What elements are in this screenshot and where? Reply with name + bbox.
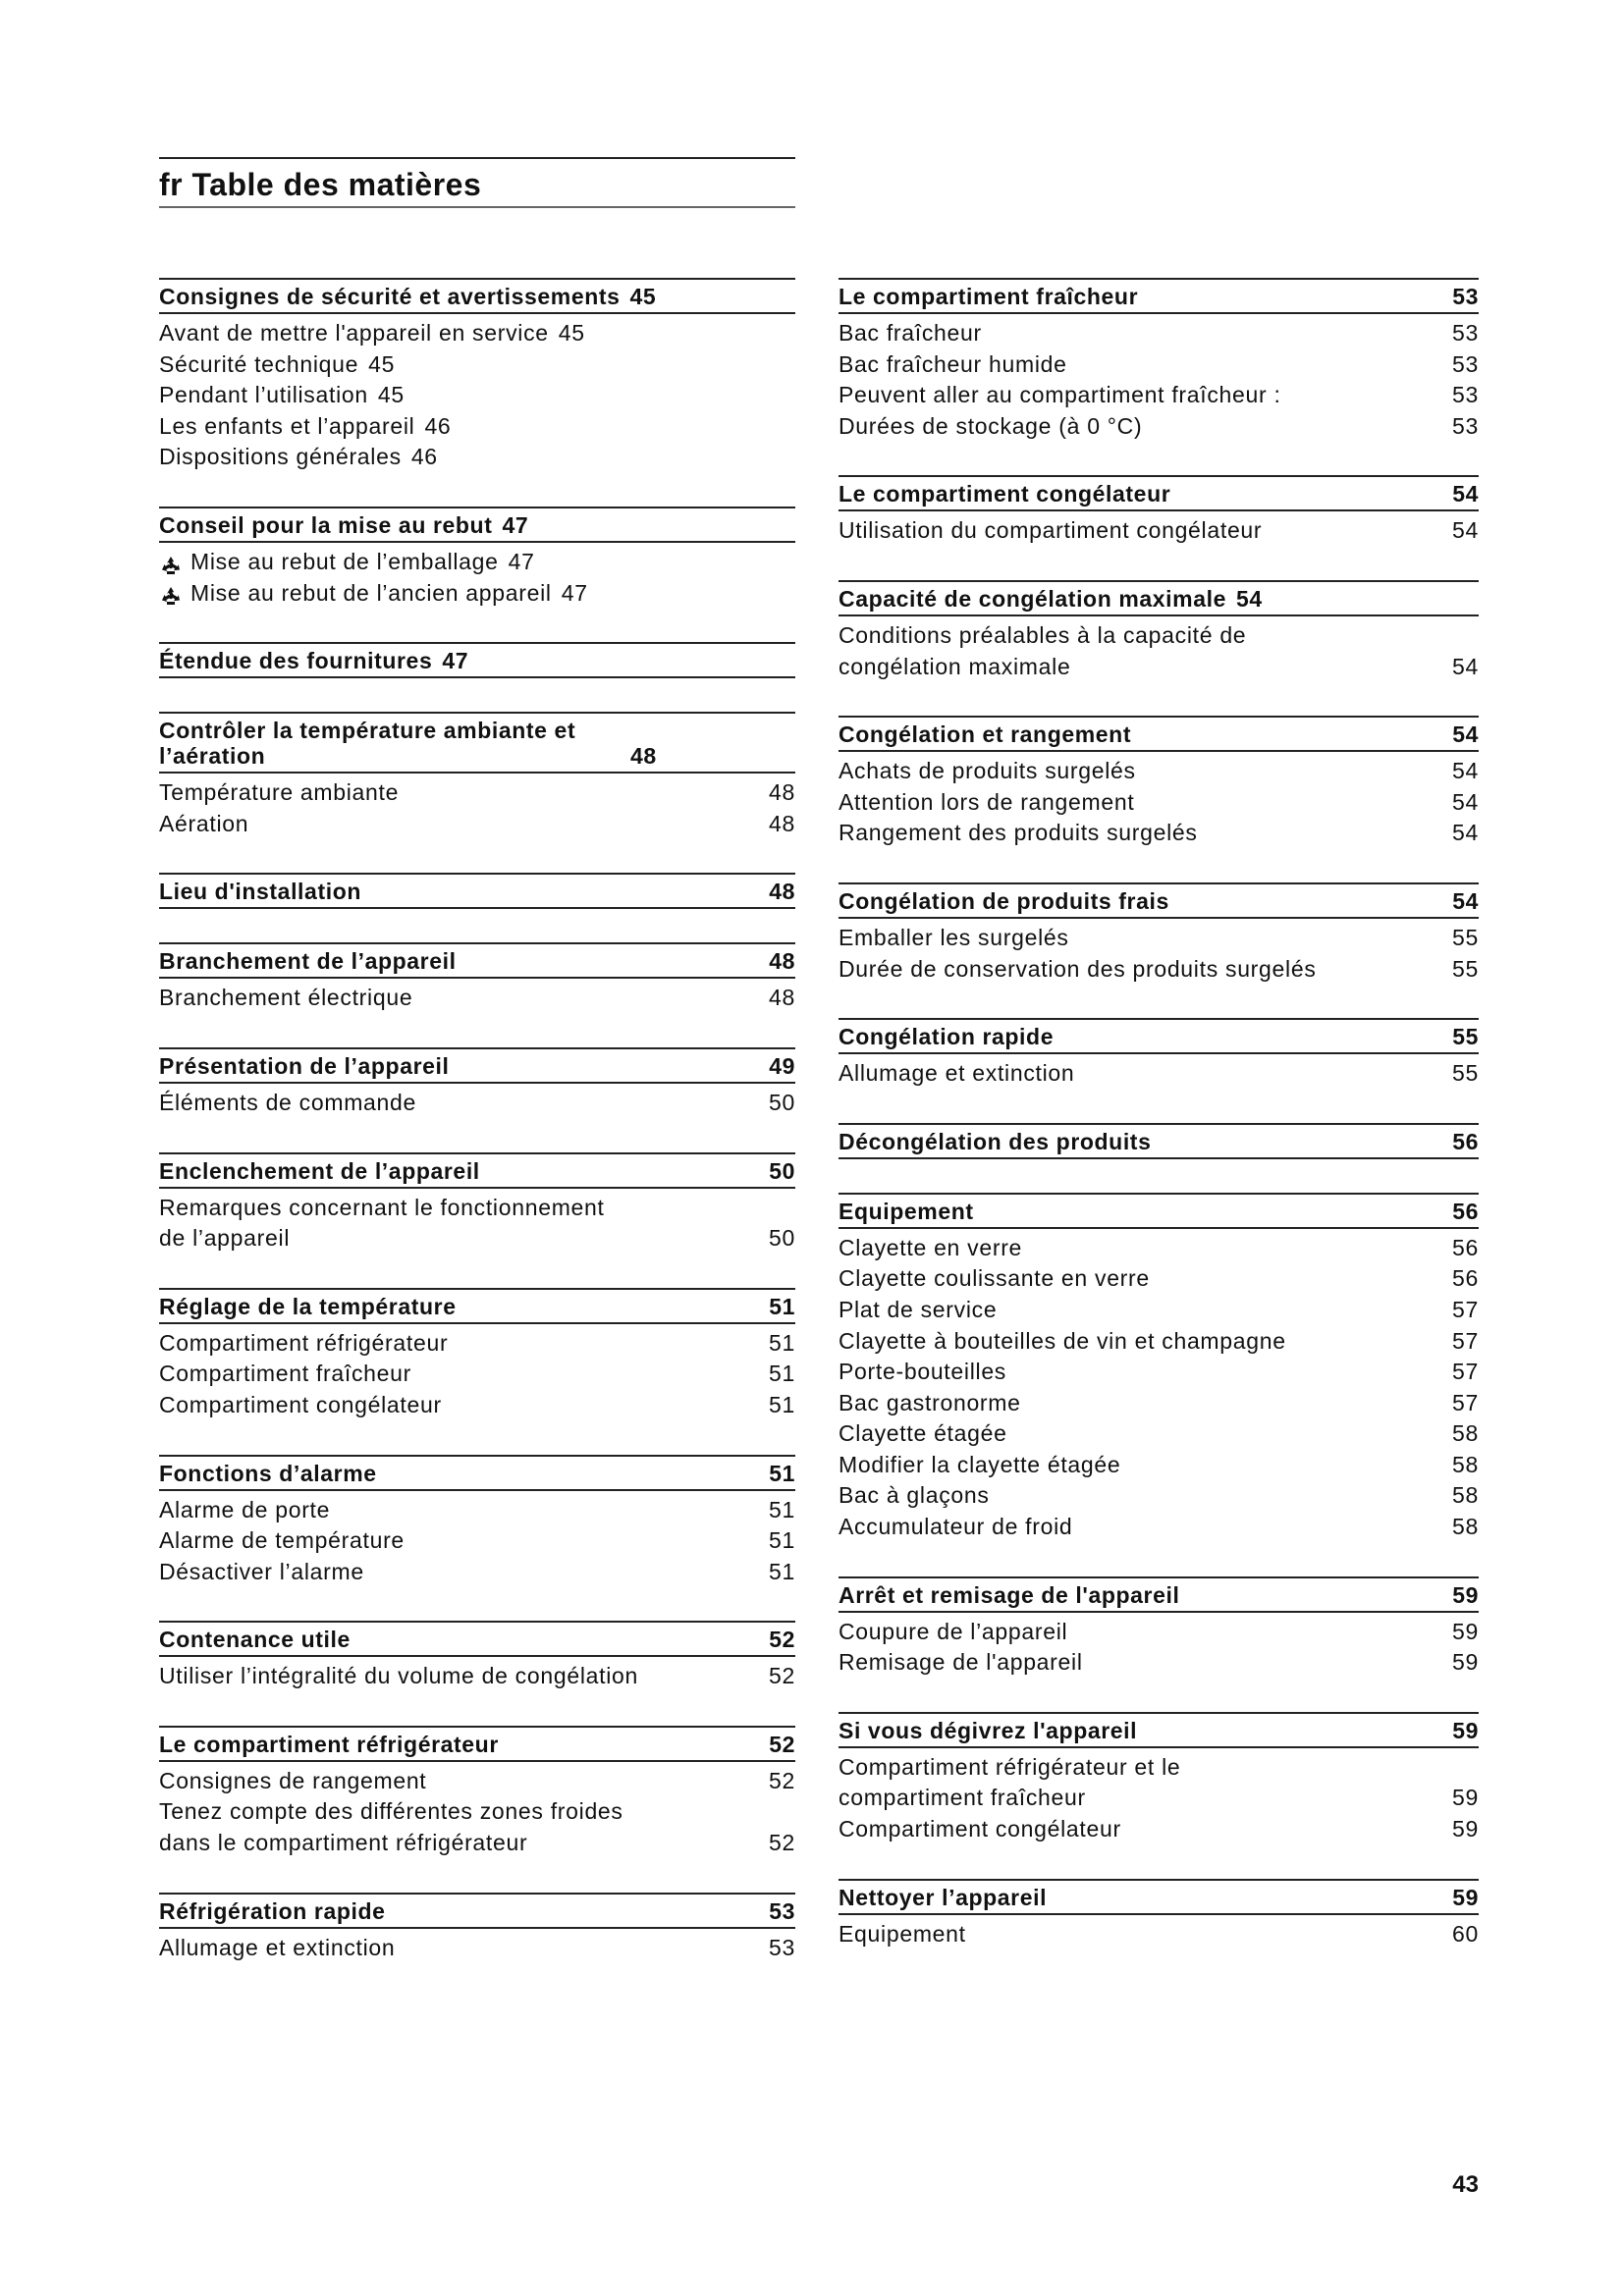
toc-section-heading[interactable] [159,1288,795,1324]
entry-page: 51 [769,1329,795,1356]
section-title: Consignes de sécurité et avertissements [159,284,621,309]
entry-text: Remarques concernant le fonctionnement [159,1194,605,1220]
toc-title-block [159,157,795,208]
section-title: Étendue des fournitures [159,648,433,674]
entry-text: Accumulateur de froid [839,1514,1073,1540]
entry-text: congélation maximale [839,653,1071,679]
entry-page: 45 [377,382,405,408]
toc-section-heading[interactable] [839,1018,1479,1054]
entry-page: 52 [769,1767,795,1793]
entry-page: 59 [1452,1785,1479,1811]
entry-text: Allumage et extinction [839,1060,1075,1087]
toc-column-right [839,278,1479,1983]
toc-entry[interactable] [159,1223,795,1255]
toc-entry[interactable] [159,1495,795,1526]
toc-entry[interactable] [159,1661,795,1692]
toc-section-heading[interactable] [159,942,795,979]
entry-text: Porte-bouteilles [839,1359,1007,1385]
page-title: fr Table des matières [159,167,482,202]
toc-entry[interactable] [159,1525,795,1557]
entry-text: Compartiment congélateur [839,1816,1121,1842]
section-page: 59 [1452,1884,1479,1910]
entry-page: 51 [769,1361,795,1387]
toc-entry[interactable] [839,1814,1479,1845]
entry-page: 46 [424,412,452,439]
toc-entry[interactable] [839,1295,1479,1326]
entry-page: 51 [769,1558,795,1584]
section-page: 53 [1452,284,1479,309]
entry-page: 46 [410,444,438,470]
entry-page: 53 [1452,350,1479,377]
entry-page: 53 [1452,412,1479,439]
section-page: 54 [1452,481,1479,507]
section-page: 48 [769,948,795,975]
toc-entry[interactable] [159,1359,795,1390]
entry-text: Plat de service [839,1296,998,1322]
toc-entry[interactable] [839,380,1479,411]
toc-entry[interactable] [159,442,795,473]
entry-page: 54 [1452,820,1479,846]
entry-page: 48 [769,779,795,806]
entry-text: Désactiver l’alarme [159,1558,364,1584]
entry-page: 58 [1452,1451,1479,1477]
section-page: 45 [629,284,657,309]
toc-entry[interactable] [839,1263,1479,1295]
toc-entry[interactable] [839,818,1479,849]
entry-page: 59 [1452,1816,1479,1842]
entry-page: 57 [1452,1359,1479,1385]
entry-page: 52 [769,1663,795,1689]
toc-entry[interactable] [159,1193,795,1224]
toc-section-heading[interactable] [839,1879,1479,1915]
toc-section-heading[interactable] [839,1712,1479,1748]
entry-text: Rangement des produits surgelés [839,820,1198,846]
toc-section [839,1879,1479,1950]
entry-page: 54 [1452,758,1479,784]
toc-section-heading[interactable] [159,278,795,314]
toc-entry[interactable] [839,349,1479,381]
toc-section-heading[interactable] [839,716,1479,752]
toc-entry[interactable] [159,1796,795,1828]
toc-entry[interactable] [839,1617,1479,1648]
entry-page: 55 [1452,924,1479,950]
toc-section-heading[interactable] [839,1193,1479,1229]
entry-text: Remisage de l'appareil [839,1649,1083,1676]
section-page: 47 [442,648,469,674]
entry-text: Mise au rebut de l’ancien appareil [190,579,552,606]
entry-page: 53 [1452,382,1479,408]
entry-text: Compartiment congélateur [159,1391,442,1417]
toc-entry[interactable] [159,1390,795,1421]
entry-page: 55 [1452,1060,1479,1087]
entry-text: Emballer les surgelés [839,924,1069,950]
section-page: 56 [1452,1198,1479,1224]
toc-section [159,942,795,1014]
toc-entry[interactable] [159,1766,795,1797]
section-title: Présentation de l’appareil [159,1052,450,1079]
entry-text: Pendant l’utilisation [159,382,368,408]
section-title: Si vous dégivrez l'appareil [839,1717,1138,1743]
toc-entry[interactable] [839,515,1479,547]
toc-section-heading[interactable] [159,873,795,909]
entry-text: compartiment fraîcheur [839,1785,1086,1811]
section-page: 59 [1452,1717,1479,1743]
entry-page: 45 [558,320,585,346]
entry-text: Mise au rebut de l’emballage [190,548,499,574]
toc-section-heading[interactable] [159,1455,795,1491]
entry-text: Alarme de température [159,1527,405,1554]
toc-entry[interactable] [839,1480,1479,1512]
toc-entry[interactable] [159,1828,795,1859]
section-page: 52 [769,1731,795,1757]
toc-entry[interactable] [159,578,795,610]
toc-entry[interactable] [839,756,1479,787]
entry-text: Allumage et extinction [159,1934,396,1960]
toc-entry[interactable] [159,1933,795,1964]
toc-entry[interactable] [839,1388,1479,1419]
entry-page: 50 [769,1225,795,1252]
toc-entry[interactable] [839,652,1479,683]
toc-entry[interactable] [839,1450,1479,1481]
entry-page: 48 [769,985,795,1011]
section-title: Le compartiment réfrigérateur [159,1731,499,1757]
entry-text: Modifier la clayette étagée [839,1451,1121,1477]
section-title: Equipement [839,1198,974,1224]
entry-text: Éléments de commande [159,1089,417,1115]
page-number: 43 [1452,2171,1479,2198]
entry-page: 47 [508,548,535,574]
entry-text: Conditions préalables à la capacité de [839,621,1247,648]
toc-section-heading[interactable] [159,1726,795,1762]
entry-text: Bac à glaçons [839,1482,990,1509]
toc-entry[interactable] [839,1647,1479,1679]
toc-section-heading[interactable] [839,1123,1479,1159]
entry-page: 51 [769,1496,795,1522]
entry-page: 51 [769,1391,795,1417]
toc-section-heading[interactable] [839,882,1479,919]
toc-entry[interactable] [839,411,1479,443]
entry-page: 57 [1452,1327,1479,1354]
entry-page: 55 [1452,955,1479,982]
toc-entry[interactable] [839,1752,1479,1784]
entry-text: Alarme de porte [159,1496,331,1522]
section-title: Nettoyer l’appareil [839,1884,1048,1910]
section-title: Fonctions d’alarme [159,1460,377,1486]
toc-entry[interactable] [159,983,795,1014]
toc-section-heading[interactable] [159,1621,795,1657]
toc-entry[interactable] [839,1058,1479,1090]
toc-section [159,1047,795,1119]
section-title: Congélation de produits frais [839,887,1169,914]
entry-text: Compartiment fraîcheur [159,1361,411,1387]
section-title: Décongélation des produits [839,1128,1152,1154]
entry-page: 47 [561,579,588,606]
entry-text: Utiliser l’intégralité du volume de congélation [159,1663,639,1689]
toc-section [839,882,1479,985]
section-page: 47 [502,511,529,538]
entry-page: 52 [769,1830,795,1856]
toc-section-heading[interactable] [159,642,795,678]
toc-entry[interactable] [839,1326,1479,1358]
toc-section [839,1018,1479,1090]
entry-text: Coupure de l’appareil [839,1618,1068,1644]
section-title: Enclenchement de l’appareil [159,1157,480,1184]
toc-entry[interactable] [159,777,795,809]
entry-text: Clayette en verre [839,1234,1023,1260]
recycle-icon [159,585,183,609]
entry-page: 59 [1452,1618,1479,1644]
toc-section-heading[interactable] [839,278,1479,314]
entry-text: Consignes de rangement [159,1767,427,1793]
toc-entry[interactable] [159,411,795,443]
section-title: Contrôler la température ambiante et l’aération [159,718,576,770]
section-page: 49 [769,1052,795,1079]
section-page: 54 [1452,887,1479,914]
entry-page: 54 [1452,653,1479,679]
toc-section-heading[interactable] [159,507,795,543]
toc-section [159,1288,795,1421]
section-title: Congélation et rangement [839,721,1132,748]
entry-text: Aération [159,810,249,836]
entry-text: Bac fraîcheur [839,320,982,346]
toc-entry[interactable] [159,547,795,578]
entry-text: Avant de mettre l'appareil en service [159,320,549,346]
toc-section-heading[interactable] [159,712,795,774]
section-title: Contenance utile [159,1627,351,1653]
section-title: Arrêt et remisage de l'appareil [839,1581,1180,1608]
section-page: 48 [769,879,795,905]
entry-page: 54 [1452,788,1479,815]
entry-text: Les enfants et l’appareil [159,412,415,439]
toc-section-heading[interactable] [159,1893,795,1929]
entry-page: 59 [1452,1649,1479,1676]
entry-text: Utilisation du compartiment congélateur [839,517,1263,544]
entry-text: Tenez compte des différentes zones froides [159,1798,623,1825]
section-page: 53 [769,1897,795,1924]
entry-text: Durée de conservation des produits surgelés [839,955,1317,982]
entry-text: Clayette coulissante en verre [839,1265,1150,1292]
toc-section [159,278,795,473]
toc-section-heading[interactable] [159,1047,795,1084]
toc-section [159,1893,795,1964]
toc-section [839,580,1479,682]
entry-text: Peuvent aller au compartiment fraîcheur : [839,382,1281,408]
toc-section [839,1576,1479,1679]
toc-entry[interactable] [159,1088,795,1119]
toc-section [159,642,795,678]
entry-page: 48 [769,810,795,836]
toc-section [839,716,1479,849]
entry-page: 45 [368,350,396,377]
toc-section [159,1455,795,1588]
section-page: 51 [769,1293,795,1319]
toc-section [159,1726,795,1859]
entry-page: 58 [1452,1514,1479,1540]
entry-page: 50 [769,1089,795,1115]
toc-entry[interactable] [839,954,1479,986]
section-page: 50 [769,1157,795,1184]
toc-section [839,1193,1479,1543]
section-title: Réfrigération rapide [159,1897,386,1924]
toc-section [839,475,1479,547]
entry-page: 54 [1452,517,1479,544]
entry-text: Bac gastronorme [839,1389,1021,1415]
section-title: Branchement de l’appareil [159,948,457,975]
toc-section [839,278,1479,442]
entry-text: Attention lors de rangement [839,788,1135,815]
entry-text: Clayette à bouteilles de vin et champagne [839,1327,1286,1354]
toc-section-heading[interactable] [839,475,1479,511]
toc-entry[interactable] [839,1783,1479,1814]
toc-entry[interactable] [839,923,1479,954]
toc-section-heading[interactable] [159,1152,795,1189]
entry-page: 57 [1452,1296,1479,1322]
section-title: Capacité de congélation maximale [839,585,1226,612]
recycle-icon [159,555,183,578]
toc-section [839,1123,1479,1159]
entry-page: 58 [1452,1420,1479,1447]
toc-entry[interactable] [159,349,795,381]
entry-page: 60 [1452,1920,1479,1947]
section-title: Congélation rapide [839,1024,1055,1050]
entry-page: 53 [1452,320,1479,346]
toc-entry[interactable] [839,1233,1479,1264]
section-page: 54 [1452,721,1479,748]
toc-entry[interactable] [839,787,1479,819]
section-title: Le compartiment fraîcheur [839,284,1139,309]
toc-section [159,1152,795,1255]
entry-text: Achats de produits surgelés [839,758,1136,784]
entry-page: 57 [1452,1389,1479,1415]
toc-section-heading[interactable] [839,580,1479,616]
toc-section [159,873,795,909]
toc-entry[interactable] [159,809,795,840]
entry-text: Equipement [839,1920,966,1947]
toc-entry[interactable] [839,318,1479,349]
toc-entry[interactable] [159,1557,795,1588]
toc-entry[interactable] [159,318,795,349]
entry-page: 58 [1452,1482,1479,1509]
entry-text: Branchement électrique [159,985,413,1011]
section-page: 56 [1452,1128,1479,1154]
entry-text: dans le compartiment réfrigérateur [159,1830,528,1856]
section-title: Le compartiment congélateur [839,481,1171,507]
entry-text: Bac fraîcheur humide [839,350,1067,377]
entry-text: de l’appareil [159,1225,291,1252]
section-page: 48 [630,743,657,770]
entry-text: Dispositions générales [159,444,402,470]
section-page: 54 [1236,585,1263,612]
toc-entry[interactable] [839,1919,1479,1950]
entry-page: 53 [769,1934,795,1960]
entry-text: Compartiment réfrigérateur [159,1329,449,1356]
section-page: 55 [1452,1024,1479,1050]
section-page: 52 [769,1627,795,1653]
toc-entry[interactable] [159,1328,795,1360]
toc-section [159,1621,795,1692]
section-title: Conseil pour la mise au rebut [159,511,493,538]
entry-page: 56 [1452,1234,1479,1260]
entry-text: Sécurité technique [159,350,359,377]
toc-column-left [159,278,795,1997]
entry-page: 56 [1452,1265,1479,1292]
entry-text: Compartiment réfrigérateur et le [839,1753,1181,1780]
toc-entry[interactable] [839,1512,1479,1543]
entry-text: Température ambiante [159,779,400,806]
toc-entry[interactable] [839,1357,1479,1388]
section-page: 59 [1452,1581,1479,1608]
entry-text: Clayette étagée [839,1420,1007,1447]
toc-entry[interactable] [159,380,795,411]
toc-section-heading[interactable] [839,1576,1479,1613]
toc-entry[interactable] [839,620,1479,652]
section-page: 51 [769,1460,795,1486]
toc-section [159,712,795,839]
toc-section [159,507,795,609]
toc-entry[interactable] [839,1418,1479,1450]
section-title: Réglage de la température [159,1293,457,1319]
section-title: Lieu d'installation [159,879,361,905]
entry-text: Durées de stockage (à 0 °C) [839,412,1143,439]
entry-page: 51 [769,1527,795,1554]
toc-section [839,1712,1479,1845]
